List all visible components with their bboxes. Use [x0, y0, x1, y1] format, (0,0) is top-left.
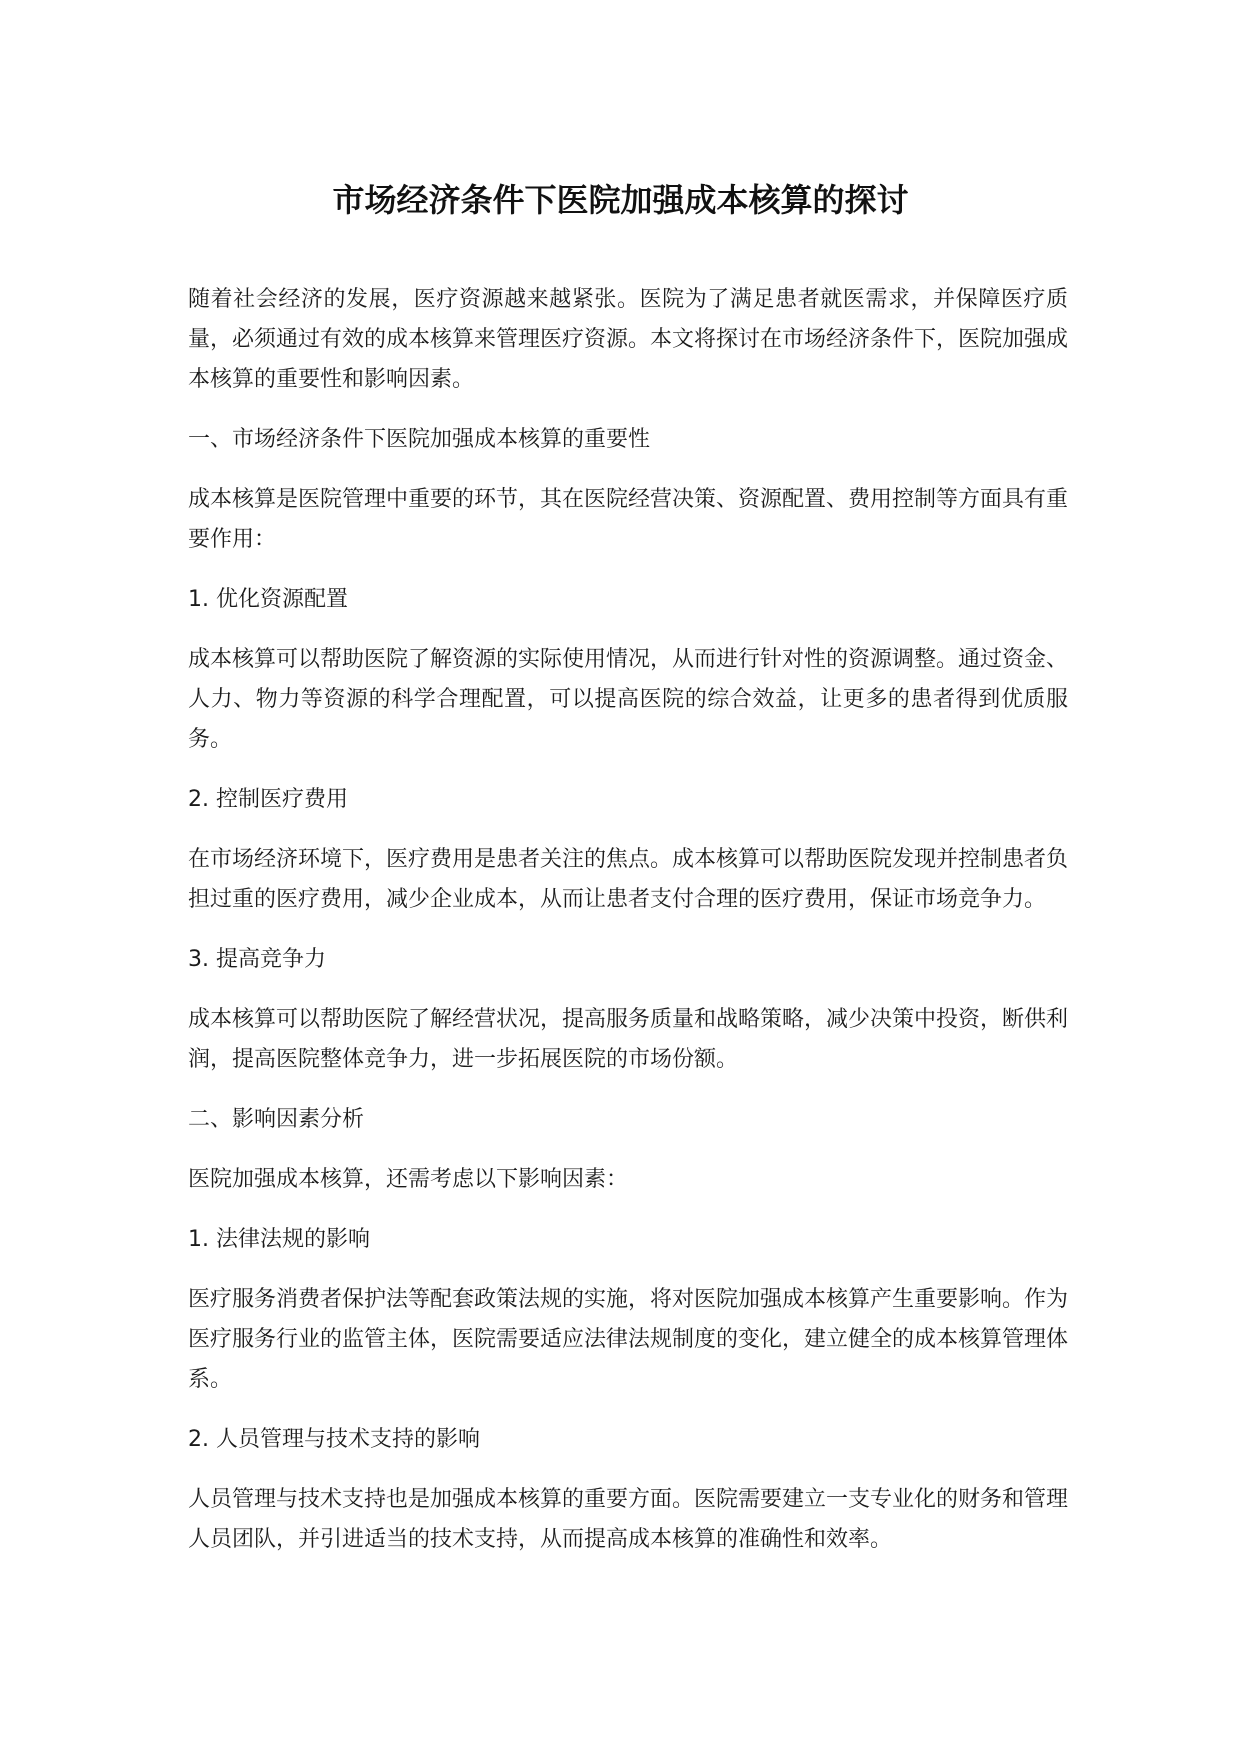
subheading-control-costs: 2. 控制医疗费用 — [188, 787, 348, 812]
document-title: 市场经济条件下医院加强成本核算的探讨 — [332, 181, 909, 219]
subheading-personnel-tech: 2. 人员管理与技术支持的影响 — [188, 1427, 480, 1452]
subheading-competitiveness: 3. 提高竞争力 — [188, 947, 326, 972]
importance-paragraph: 成本核算是医院管理中重要的环节，其在医院经营决策、资源配置、费用控制等方面具有重要作用： — [188, 487, 1069, 552]
section-heading-factors: 二、影响因素分析 — [188, 1107, 365, 1132]
intro-paragraph: 随着社会经济的发展，医疗资源越来越紧张。医院为了满足患者就医需求，并保障医疗质量，必须通过有效的成本核算来管理医疗资源。本文将探讨在市场经济条件下，医院加强成本核算的重要性和影响因素。 — [188, 287, 1069, 392]
optimize-resources-paragraph: 成本核算可以帮助医院了解资源的实际使用情况，从而进行针对性的资源调整。通过资金、人力、物力等资源的科学合理配置，可以提高医院的综合效益，让更多的患者得到优质服务。 — [188, 647, 1069, 752]
personnel-tech-paragraph: 人员管理与技术支持也是加强成本核算的重要方面。医院需要建立一支专业化的财务和管理人员团队，并引进适当的技术支持，从而提高成本核算的准确性和效率。 — [188, 1487, 1069, 1552]
factors-paragraph: 医院加强成本核算，还需考虑以下影响因素： — [188, 1167, 629, 1192]
document-body — [188, 280, 1068, 1580]
subheading-laws: 1. 法律法规的影响 — [188, 1227, 370, 1252]
section-heading-importance: 一、市场经济条件下医院加强成本核算的重要性 — [188, 427, 651, 452]
subheading-optimize-resources: 1. 优化资源配置 — [188, 587, 348, 612]
control-costs-paragraph: 在市场经济环境下，医疗费用是患者关注的焦点。成本核算可以帮助医院发现并控制患者负担过重的医疗费用，减少企业成本，从而让患者支付合理的医疗费用，保证市场竞争力。 — [188, 847, 1069, 912]
laws-paragraph: 医疗服务消费者保护法等配套政策法规的实施，将对医院加强成本核算产生重要影响。作为医疗服务行业的监管主体，医院需要适应法律法规制度的变化，建立健全的成本核算管理体系。 — [188, 1287, 1069, 1392]
competitiveness-paragraph: 成本核算可以帮助医院了解经营状况，提高服务质量和战略策略，减少决策中投资，断供利润，提高医院整体竞争力，进一步拓展医院的市场份额。 — [188, 1007, 1069, 1072]
